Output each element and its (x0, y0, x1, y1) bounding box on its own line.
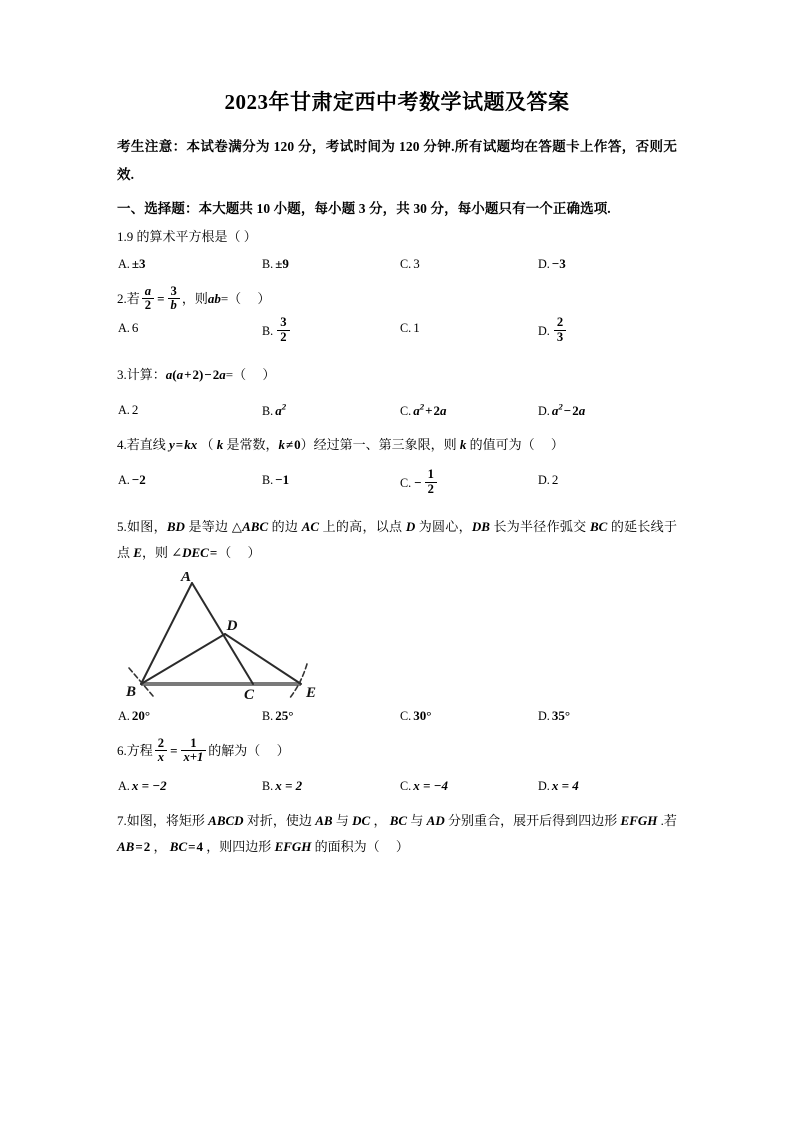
fraction-numerator: 2 (554, 316, 566, 330)
question-7-stem: 7.如图，将矩形 ABCD 对折，使边 AB 与 DC ， BC 与 AD 分别重合，展开后得到四边形 EFGH .若 AB=2 ， BC=4 ，则四边形 EFGH 的面积为（ ） (117, 812, 677, 854)
option-label: B. (262, 709, 274, 724)
question-4-option-a[interactable] (118, 470, 146, 491)
question-5-option-b[interactable] (262, 706, 293, 727)
question-2-lead: 2.若 (117, 291, 140, 307)
exam-notice (117, 133, 677, 188)
question-2-options (117, 315, 677, 360)
option-label: B. (262, 257, 274, 272)
option-value: 25° (275, 708, 294, 724)
question-2-tail: =（ (220, 291, 242, 307)
vertex-label-c: C (243, 687, 255, 703)
fraction-denominator: 2 (427, 481, 434, 496)
option-fraction (554, 316, 566, 343)
vertex-label-a: A (180, 572, 192, 586)
question-6-option-b[interactable] (262, 776, 302, 797)
option-value: 2 (551, 472, 559, 488)
question-3-option-c[interactable]: C. $a^2+2a$ (400, 402, 447, 419)
option-value: ±3 (131, 256, 146, 272)
fraction-3-over-b (168, 285, 180, 312)
option-fraction (425, 468, 437, 495)
option-value: 3 (413, 256, 420, 272)
option-value: ±9 (275, 256, 289, 272)
question-1-option-a[interactable] (118, 254, 146, 275)
option-label: D. (538, 257, 550, 272)
page-title: 2023年甘肃定西中考数学试题及答案 (224, 90, 570, 114)
option-value: 20° (131, 708, 151, 724)
question-2-option-c[interactable] (400, 318, 420, 339)
vertex-label-d: D (226, 618, 238, 635)
question-6-option-d[interactable] (538, 776, 579, 797)
segment-ac-extended (192, 583, 253, 684)
option-label: C. (400, 709, 412, 724)
question-6-end: ） (276, 743, 290, 759)
question-3-end: ） (262, 367, 276, 383)
question-5-options (117, 706, 677, 736)
question-3-option-d[interactable]: D. $a^2-2a$ (538, 402, 586, 419)
option-value: x = 4 (551, 777, 579, 793)
option-label: A. (118, 473, 130, 488)
option-value: x = −2 (131, 777, 167, 793)
question-1-option-c[interactable] (400, 254, 420, 275)
question-1-option-b[interactable] (262, 254, 289, 275)
option-label: A. (118, 709, 130, 724)
question-4-option-d[interactable] (538, 470, 558, 491)
question-5-figure (117, 572, 677, 702)
fraction-denominator: 2 (280, 329, 287, 344)
question-5-option-d[interactable] (538, 706, 570, 727)
fraction-denominator: b (170, 298, 177, 313)
option-label: D. (538, 323, 550, 338)
option-label: C. (400, 404, 412, 419)
question-1-option-d[interactable] (538, 254, 566, 275)
option-value: 35° (551, 708, 571, 724)
fraction-numerator: a (142, 285, 154, 299)
question-3-option-b[interactable]: B. $a^2$ (262, 402, 287, 419)
fraction-numerator: 2 (155, 737, 167, 751)
option-label: A. (118, 403, 130, 418)
question-2 (117, 286, 677, 360)
equals-sign: = (170, 743, 178, 759)
question-2-option-d[interactable] (538, 315, 568, 345)
geometry-diagram-triangle-abc (119, 572, 329, 702)
question-5-stem: 5.如图，BD 是等边 △ABC 的边 AC 上的高，以点 D 为圆心，DB 长为半径作弧交 BC 的延长线于点 E，则 ∠DEC=（ ） (117, 519, 677, 561)
vertex-label-b: B (125, 684, 137, 701)
fraction-numerator: 1 (425, 468, 437, 482)
option-value: 1 (413, 320, 420, 336)
question-2-option-b[interactable] (262, 315, 292, 345)
option-label: B. (262, 473, 274, 488)
question-3-options (117, 400, 677, 430)
fraction-denominator: x+1 (183, 750, 204, 764)
term-ab: ab (207, 291, 221, 307)
section-heading-multiple-choice: 一、选择题：本大题共 10 小题，每小题 3 分，共 30 分，每小题只有一个正确选项. (117, 200, 611, 216)
option-label: C. (400, 321, 412, 336)
option-label: D. (538, 778, 550, 793)
question-1-options (117, 254, 677, 284)
question-1-stem: 1.9 的算术平方根是（ ） (117, 229, 257, 245)
fraction-denominator: x (157, 750, 165, 764)
question-5 (117, 514, 677, 736)
question-2-option-a[interactable] (118, 318, 138, 339)
option-value: x = −4 (413, 777, 448, 793)
question-3-tail: =（ (225, 367, 247, 383)
question-2-end: ） (257, 291, 271, 307)
segment-de (225, 634, 301, 684)
fraction-numerator: 1 (181, 737, 207, 751)
option-label: C. (400, 475, 412, 490)
notice-text: 本试卷满分为 120 分，考试时间为 120 分钟.所有试题均在答题卡上作答，否则无效. (117, 139, 678, 183)
option-label: D. (538, 709, 550, 724)
question-6-lead: 6.方程 (117, 743, 153, 759)
fraction-2-over-x (155, 737, 167, 764)
expression-a-times-a-plus-2: a(a+2)−2a (165, 367, 226, 383)
question-4-options (117, 467, 677, 512)
question-2-mid: ，则 (181, 291, 208, 307)
option-label: B. (262, 323, 274, 338)
question-7 (117, 808, 677, 860)
option-value: 2 (131, 402, 139, 418)
option-value: −3 (551, 256, 566, 272)
question-4-stem: 4.若直线 y=kx （ k 是常数，k≠0）经过第一、第三象限，则 k 的值可为（ ） (117, 437, 564, 453)
question-4-option-c[interactable]: C. − $\frac{1}{2}$ (400, 470, 439, 497)
question-2-stem (117, 286, 677, 314)
option-label: A. (118, 778, 130, 793)
question-5-option-c[interactable] (400, 706, 431, 727)
fraction-1-over-x-plus-1 (181, 737, 207, 764)
vertex-label-e: E (305, 685, 317, 702)
fraction-denominator: 2 (144, 298, 152, 313)
question-4 (117, 432, 677, 512)
option-value: −2 (131, 472, 146, 488)
option-label: A. (118, 257, 130, 272)
question-6-option-a[interactable] (118, 776, 167, 797)
option-label: C. (400, 778, 412, 793)
option-label: C. (400, 257, 412, 272)
option-label: B. (262, 778, 274, 793)
option-label: B. (262, 404, 274, 419)
option-label: D. (538, 404, 550, 419)
option-value: 30° (413, 708, 432, 724)
page-content (117, 88, 677, 862)
option-label: A. (118, 321, 130, 336)
fraction-numerator: 3 (168, 285, 180, 299)
option-value: −1 (275, 472, 290, 488)
question-3-option-a[interactable] (118, 400, 138, 421)
question-1 (117, 224, 677, 284)
fraction-a-over-2 (142, 285, 154, 312)
fraction-numerator: 3 (277, 316, 289, 330)
question-4-option-b[interactable] (262, 470, 289, 491)
question-3 (117, 362, 677, 430)
question-6-stem (117, 735, 677, 766)
question-6 (117, 735, 677, 806)
notice-label: 考生注意： (117, 139, 187, 155)
question-5-option-a[interactable] (118, 706, 150, 727)
fraction-denominator: 3 (556, 329, 564, 344)
option-label: D. (538, 473, 550, 488)
equals-sign: = (157, 291, 165, 307)
question-6-options (117, 776, 677, 806)
question-3-lead: 3.计算： (117, 367, 166, 383)
option-fraction (277, 316, 289, 343)
option-value: 6 (131, 320, 139, 336)
question-6-option-c[interactable] (400, 776, 448, 797)
option-value: x = 2 (275, 777, 303, 793)
question-3-stem (117, 362, 677, 388)
question-6-tail: 的解为（ (208, 743, 261, 759)
